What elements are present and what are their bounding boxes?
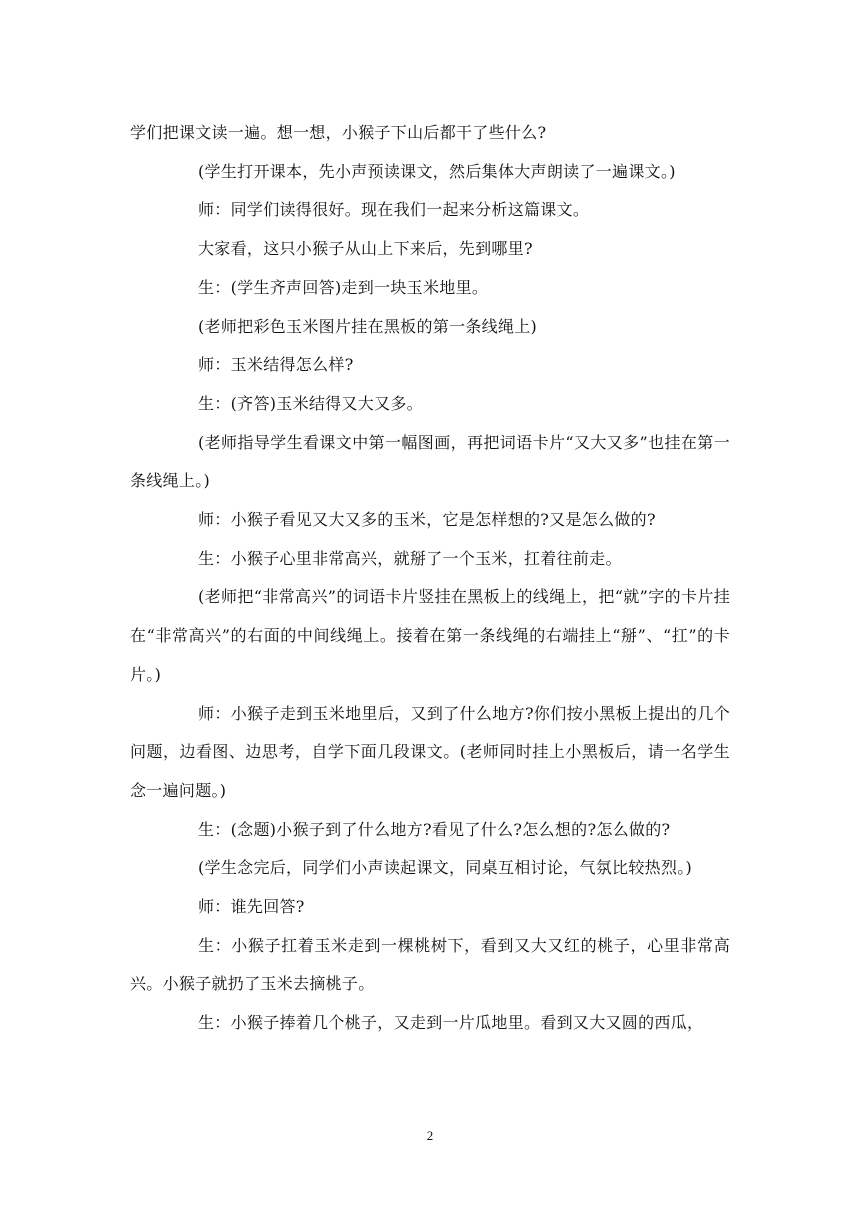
paragraph-13: 师：小猴子走到玉米地里后，又到了什么地方?你们按小黑板上提出的几个问题，边看图、边思考，自学下面几段课文。(老师同时挂上小黑板后，请一名学生念一遍问题。): [130, 703, 730, 800]
paragraph-7: 师：玉米结得怎么样?: [198, 355, 354, 375]
paragraph-12: (老师把“非常高兴”的词语卡片竖挂在黑板上的线绳上，把“就”字的卡片挂在“非常高兴”的右面的中间线绳上。接着在第一条线绳的右端挂上“掰”、“扛”的卡片。): [130, 587, 730, 684]
paragraph-8: 生：(齐答)玉米结得又大又多。: [198, 393, 423, 413]
paragraph-10: 师：小猴子看见又大又多的玉米，它是怎样想的?又是怎么做的?: [198, 510, 656, 530]
paragraph-9: (老师指导学生看课文中第一幅图画，再把词语卡片“又大又多”也挂在第一条线绳上。): [130, 432, 730, 491]
paragraph-17: 生：小猴子扛着玉米走到一棵桃树下，看到又大又红的桃子，心里非常高兴。小猴子就扔了玉米去摘桃子。: [130, 935, 730, 994]
paragraph-6: (老师把彩色玉米图片挂在黑板的第一条线绳上): [198, 316, 538, 336]
page-number: 2: [426, 1128, 434, 1143]
paragraph-11: 生：小猴子心里非常高兴，就掰了一个玉米，扛着往前走。: [198, 548, 622, 568]
paragraph-15: (学生念完后，同学们小声读起课文，同桌互相讨论，气氛比较热烈。): [198, 858, 693, 878]
paragraph-14: 生：(念题)小猴子到了什么地方?看见了什么?怎么想的?怎么做的?: [198, 819, 671, 839]
paragraph-3: 师：同学们读得很好。现在我们一起来分析这篇课文。: [198, 200, 590, 220]
paragraph-1: 学们把课文读一遍。想一想，小猴子下山后都干了些什么?: [130, 123, 547, 142]
paragraph-18: 生：小猴子捧着几个桃子，又走到一片瓜地里。看到又大又圆的西瓜，: [198, 1013, 704, 1033]
paragraph-16: 师：谁先回答?: [198, 897, 305, 917]
paragraph-2: (学生打开课本，先小声预读课文，然后集体大声朗读了一遍课文。): [198, 161, 676, 181]
document-body: [130, 114, 730, 1043]
paragraph-5: 生：(学生齐声回答)走到一块玉米地里。: [198, 277, 489, 297]
paragraph-4: 大家看，这只小猴子从山上下来后，先到哪里?: [198, 239, 533, 259]
